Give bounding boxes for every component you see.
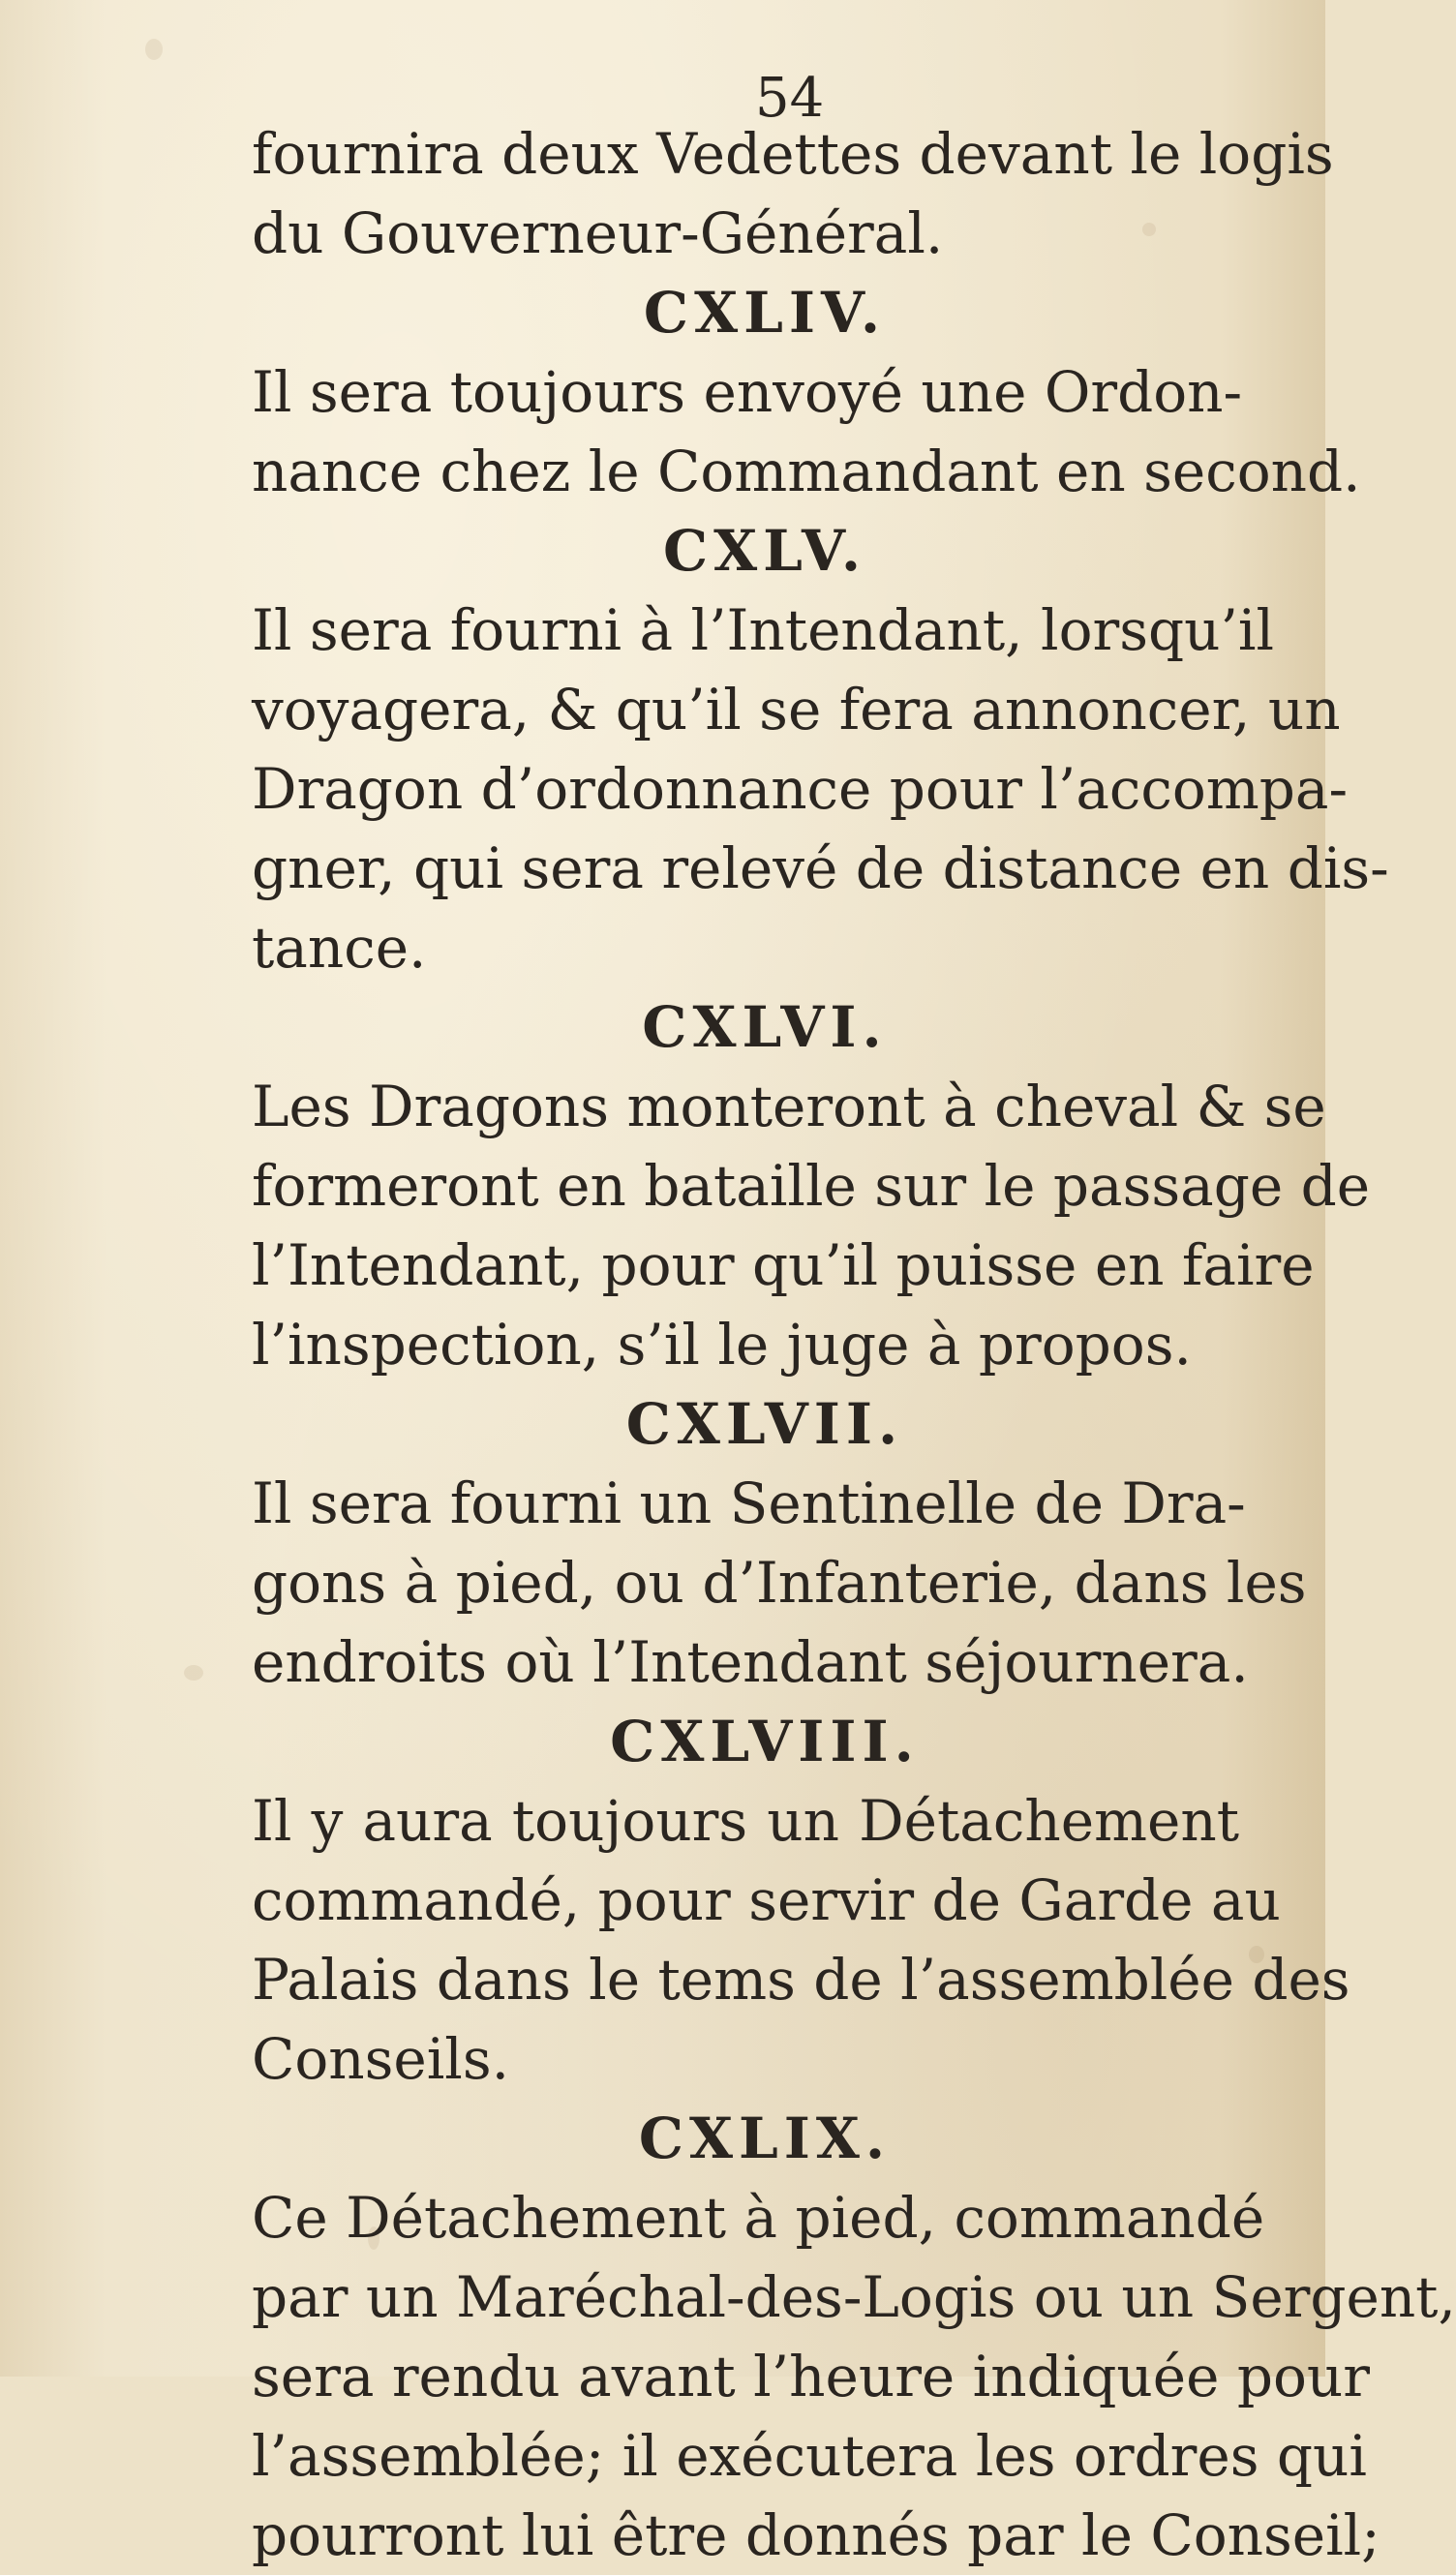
text-line: Il y aura toujours un Détachement bbox=[252, 1788, 1239, 1854]
text-line: l’assemblée; il exécutera les ordres qui bbox=[252, 2423, 1367, 2489]
text-line: Dragon d’ordonnance pour l’accompa- bbox=[252, 756, 1349, 822]
text-line: tance. bbox=[252, 915, 427, 981]
text-line: formeront en bataille sur le passage de bbox=[252, 1153, 1371, 1219]
text-line: l’Intendant, pour qu’il puisse en faire bbox=[252, 1232, 1315, 1298]
paper-stain bbox=[184, 1665, 203, 1681]
page-number: 54 bbox=[755, 67, 825, 130]
article-heading: CXLIX. bbox=[638, 2105, 892, 2171]
text-line: Conseils. bbox=[252, 2026, 510, 2092]
text-line: sera rendu avant l’heure indiquée pour bbox=[252, 2344, 1370, 2409]
text-line: Il sera fourni à l’Intendant, lorsqu’il bbox=[252, 597, 1275, 663]
text-line: endroits où l’Intendant séjournera. bbox=[252, 1629, 1249, 1695]
text-line: Ce Détachement à pied, commandé bbox=[252, 2185, 1265, 2251]
text-line: Les Dragons monteront à cheval & se bbox=[252, 1074, 1326, 1139]
text-line: Il sera fourni un Sentinelle de Dra- bbox=[252, 1470, 1246, 1536]
article-heading: CXLVI. bbox=[642, 994, 888, 1060]
text-line: voyagera, & qu’il se fera annoncer, un bbox=[252, 677, 1341, 742]
article-heading: CXLIV. bbox=[643, 280, 887, 346]
text-line: nance chez le Commandant en second. bbox=[252, 439, 1361, 504]
article-heading: CXLVII. bbox=[625, 1391, 904, 1457]
text-line: fournira deux Vedettes devant le logis bbox=[252, 121, 1334, 187]
text-block bbox=[252, 114, 1456, 2575]
paper-stain bbox=[145, 39, 163, 60]
text-line: l’inspection, s’il le juge à propos. bbox=[252, 1312, 1192, 1378]
article-heading: CXLV. bbox=[662, 518, 867, 584]
text-line: du Gouverneur-Général. bbox=[252, 200, 944, 266]
text-line: Palais dans le tems de l’assemblée des bbox=[252, 1947, 1350, 2013]
text-line: Il sera toujours envoyé une Ordon- bbox=[252, 359, 1243, 425]
text-line: par un Maréchal-des-Logis ou un Sergent, bbox=[252, 2264, 1456, 2330]
text-line: pourront lui être donnés par le Conseil; bbox=[252, 2502, 1380, 2568]
article-heading: CXLVIII. bbox=[610, 1709, 920, 1774]
text-line: gner, qui sera relevé de distance en dis- bbox=[252, 835, 1389, 901]
text-line: commandé, pour servir de Garde au bbox=[252, 1867, 1281, 1933]
text-line: gons à pied, ou d’Infanterie, dans les bbox=[252, 1550, 1307, 1616]
